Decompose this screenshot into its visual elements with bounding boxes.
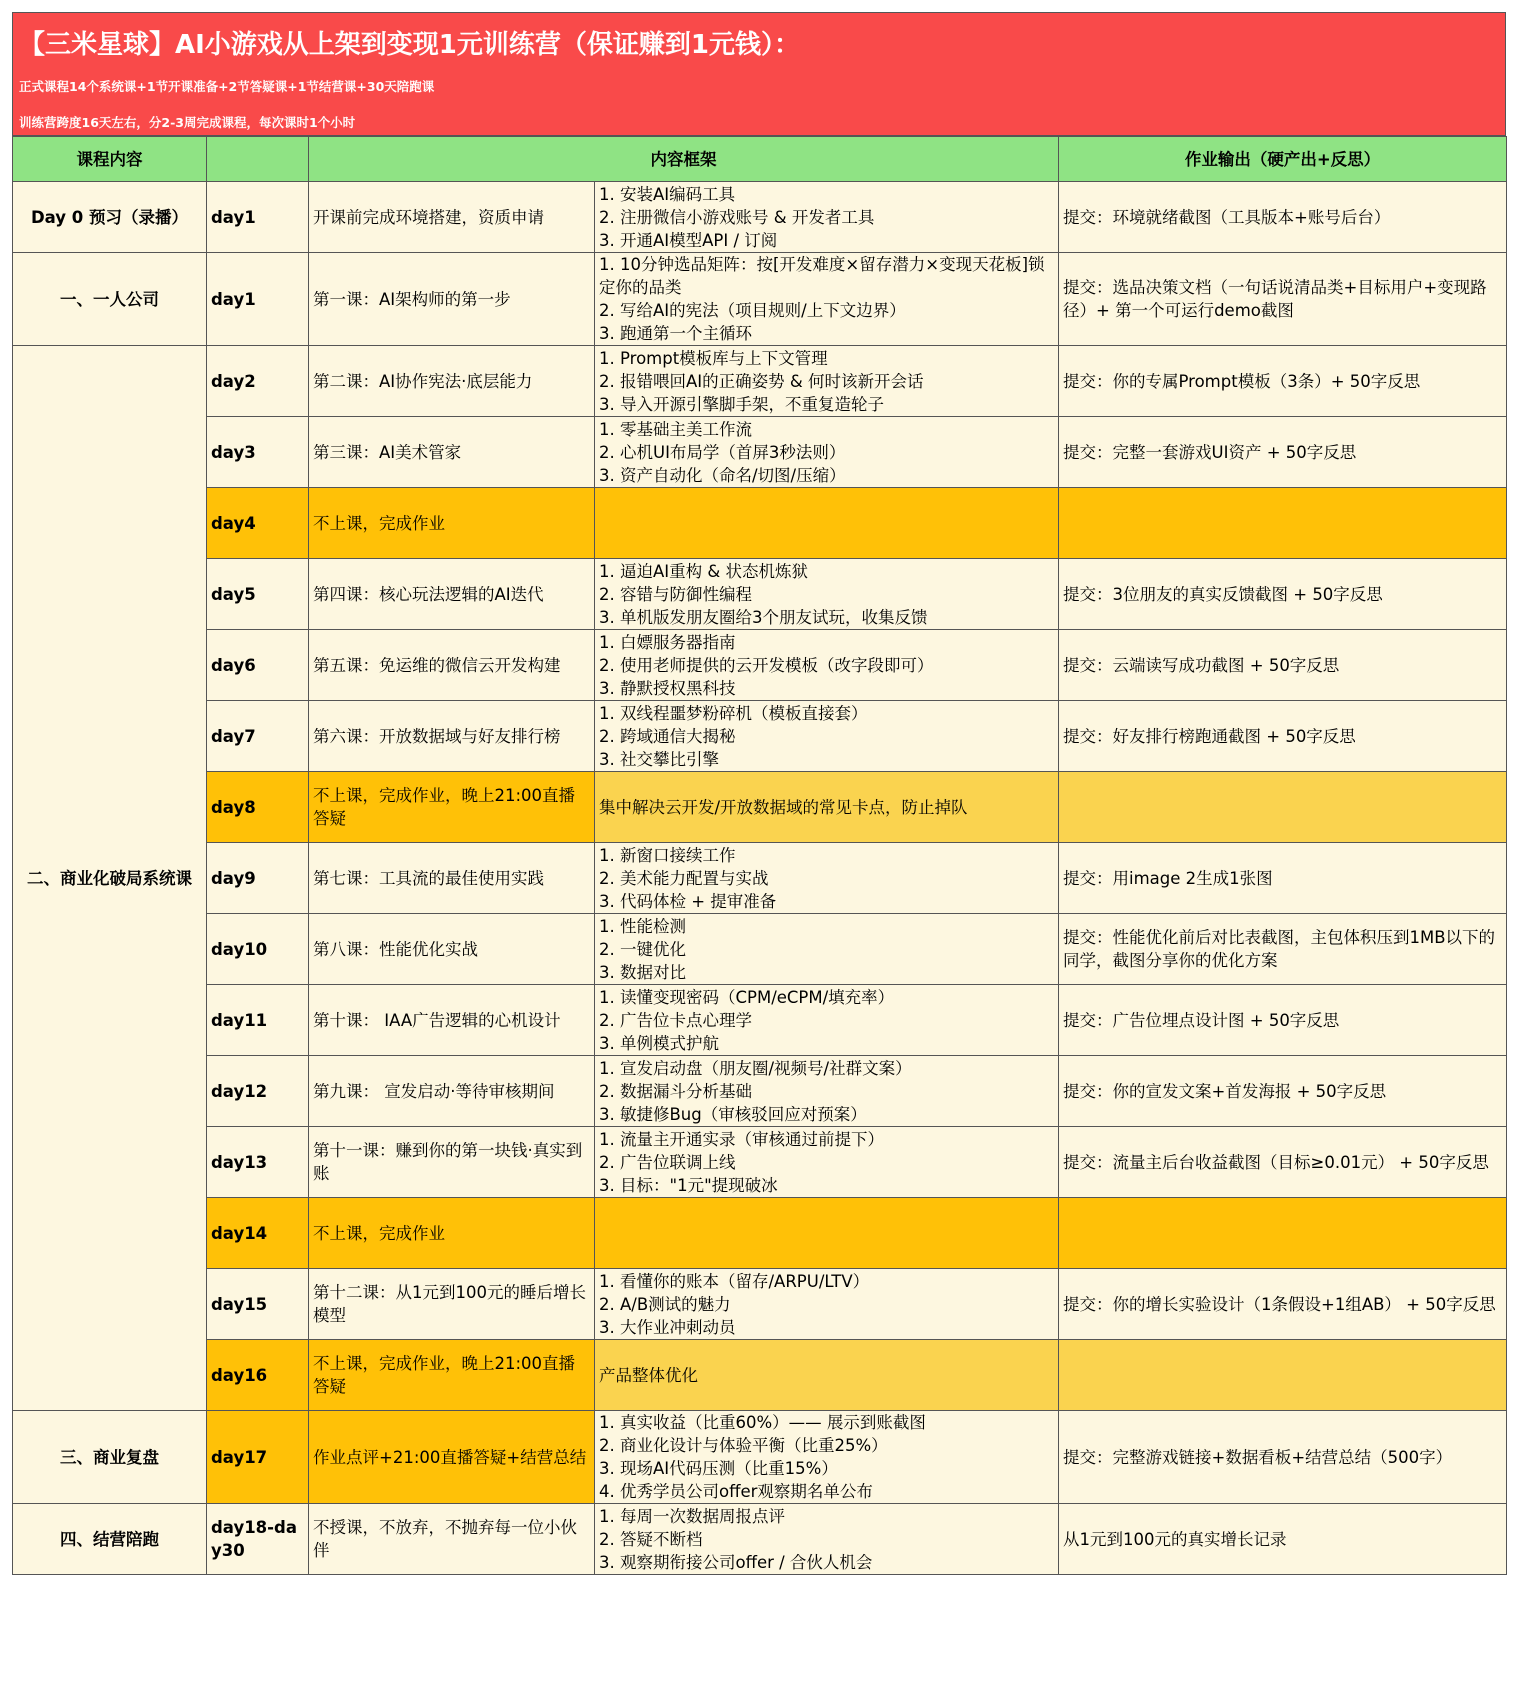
lesson-cell: 第十一课：赚到你的第一块钱·真实到账 (309, 1127, 595, 1198)
framework-item: 3. 社交攀比引擎 (599, 749, 719, 769)
day-cell: day5 (207, 559, 309, 630)
homework-cell (1059, 1198, 1507, 1269)
lesson-cell: 第八课：性能优化实战 (309, 914, 595, 985)
homework-cell: 提交：云端读写成功截图 + 50字反思 (1059, 630, 1507, 701)
schedule-table (12, 136, 1507, 1575)
table-row (13, 772, 1507, 843)
framework-item: 产品整体优化 (599, 1365, 698, 1385)
day-cell: day10 (207, 914, 309, 985)
framework-item: 1. 宣发启动盘（朋友圈/视频号/社群文案） (599, 1058, 912, 1078)
framework-item: 1. 新窗口接续工作 (599, 845, 736, 865)
table-row (13, 985, 1507, 1056)
homework-cell: 提交：你的专属Prompt模板（3条）+ 50字反思 (1059, 346, 1507, 417)
framework-item: 2. A/B测试的魅力 (599, 1294, 731, 1314)
framework-item: 2. 注册微信小游戏账号 & 开发者工具 (599, 207, 875, 227)
framework-item: 3. 导入开源引擎脚手架，不重复造轮子 (599, 394, 884, 414)
framework-item: 3. 观察期衔接公司offer / 合伙人机会 (599, 1552, 873, 1572)
day-cell: day1 (207, 182, 309, 253)
homework-cell: 提交：广告位埋点设计图 + 50字反思 (1059, 985, 1507, 1056)
title-banner (12, 12, 1506, 136)
day-cell: day1 (207, 253, 309, 346)
framework-item: 3. 现场AI代码压测（比重15%） (599, 1459, 838, 1478)
table-row (13, 701, 1507, 772)
framework-item: 2. 数据漏斗分析基础 (599, 1081, 752, 1101)
day-cell: day8 (207, 772, 309, 843)
column-header-course-content: 课程内容 (13, 137, 207, 182)
page-title: 【三米星球】AI小游戏从上架到变现1元训练营（保证赚到1元钱）： (19, 30, 800, 60)
framework-item: 1. 读懂变现密码（CPM/eCPM/填充率） (599, 987, 895, 1007)
framework-item: 2. 答疑不断档 (599, 1529, 703, 1549)
day-cell: day14 (207, 1198, 309, 1269)
framework-item: 3. 代码体检 + 提审准备 (599, 891, 777, 911)
day-cell: day12 (207, 1056, 309, 1127)
table-row (13, 914, 1507, 985)
table-row (13, 1269, 1507, 1340)
homework-cell: 提交：完整游戏链接+数据看板+结营总结（500字） (1059, 1411, 1507, 1504)
framework-cell (595, 488, 1059, 559)
table-header-row (13, 137, 1507, 182)
table-row (13, 182, 1507, 253)
section-label: 二、商业化破局系统课 (13, 346, 207, 1411)
lesson-cell: 不上课，完成作业，晚上21:00直播答疑 (309, 772, 595, 843)
homework-cell: 提交：好友排行榜跑通截图 + 50字反思 (1059, 701, 1507, 772)
framework-item: 2. 心机UI布局学（首屏3秒法则） (599, 442, 846, 462)
lesson-cell: 第七课：工具流的最佳使用实践 (309, 843, 595, 914)
homework-cell: 提交：你的增长实验设计（1条假设+1组AB） + 50字反思 (1059, 1269, 1507, 1340)
framework-item: 1. 性能检测 (599, 916, 686, 936)
framework-item: 2. 美术能力配置与实战 (599, 868, 769, 888)
day-cell: day4 (207, 488, 309, 559)
homework-cell: 提交：环境就绪截图（工具版本+账号后台） (1059, 182, 1507, 253)
framework-item: 2. 跨域通信大揭秘 (599, 726, 736, 746)
table-row (13, 1340, 1507, 1411)
table-row (13, 346, 1507, 417)
table-row (13, 417, 1507, 488)
day-cell: day3 (207, 417, 309, 488)
day-cell: day15 (207, 1269, 309, 1340)
framework-item: 2. 一键优化 (599, 939, 686, 959)
homework-cell: 提交：3位朋友的真实反馈截图 + 50字反思 (1059, 559, 1507, 630)
lesson-cell: 第一课：AI架构师的第一步 (309, 253, 595, 346)
column-header-homework: 作业输出（硬产出+反思） (1059, 137, 1507, 182)
lesson-cell: 第六课：开放数据域与好友排行榜 (309, 701, 595, 772)
framework-cell (595, 346, 1059, 417)
lesson-cell: 第五课：免运维的微信云开发构建 (309, 630, 595, 701)
lesson-cell: 第三课：AI美术管家 (309, 417, 595, 488)
framework-cell (595, 1504, 1059, 1575)
table-row (13, 1504, 1507, 1575)
day-cell: day6 (207, 630, 309, 701)
homework-cell: 提交：性能优化前后对比表截图，主包体积压到1MB以下的同学，截图分享你的优化方案 (1059, 914, 1507, 985)
framework-cell (595, 559, 1059, 630)
framework-item: 2. 写给AI的宪法（项目规则/上下文边界） (599, 301, 906, 320)
framework-item: 1. 每周一次数据周报点评 (599, 1506, 785, 1526)
section-label: 三、商业复盘 (13, 1411, 207, 1504)
framework-item: 3. 开通AI模型API / 订阅 (599, 230, 778, 250)
lesson-cell: 开课前完成环境搭建，资质申请 (309, 182, 595, 253)
framework-cell (595, 417, 1059, 488)
table-row (13, 253, 1507, 346)
homework-cell: 提交：完整一套游戏UI资产 + 50字反思 (1059, 417, 1507, 488)
homework-cell: 提交：选品决策文档（一句话说清品类+目标用户+变现路径）+ 第一个可运行demo截图 (1059, 253, 1507, 346)
framework-cell (595, 772, 1059, 843)
framework-item: 3. 单机版发朋友圈给3个朋友试玩，收集反馈 (599, 607, 928, 627)
framework-item: 1. 逼迫AI重构 & 状态机炼狱 (599, 561, 808, 581)
column-header-framework: 内容框架 (309, 137, 1059, 182)
table-row (13, 843, 1507, 914)
lesson-cell: 不上课，完成作业 (309, 1198, 595, 1269)
lesson-cell: 第九课： 宣发启动·等待审核期间 (309, 1056, 595, 1127)
framework-cell (595, 1269, 1059, 1340)
table-row (13, 1056, 1507, 1127)
homework-cell: 提交：你的宣发文案+首发海报 + 50字反思 (1059, 1056, 1507, 1127)
framework-item: 2. 容错与防御性编程 (599, 584, 752, 604)
day-cell: day2 (207, 346, 309, 417)
table-row (13, 1127, 1507, 1198)
framework-cell (595, 843, 1059, 914)
framework-item: 2. 广告位联调上线 (599, 1152, 736, 1172)
framework-item: 3. 跑通第一个主循环 (599, 324, 752, 343)
homework-cell (1059, 1340, 1507, 1411)
homework-cell: 从1元到100元的真实增长记录 (1059, 1504, 1507, 1575)
framework-item: 1. 安装AI编码工具 (599, 184, 736, 204)
course-summary: 正式课程14个系统课+1节开课准备+2节答疑课+1节结营课+30天陪跑课 (19, 79, 435, 94)
lesson-cell: 第十课： IAA广告逻辑的心机设计 (309, 985, 595, 1056)
framework-item: 2. 商业化设计与体验平衡（比重25%） (599, 1436, 888, 1455)
course-duration: 训练营跨度16天左右，分2-3周完成课程，每次课时1个小时 (19, 115, 356, 130)
section-label: 四、结营陪跑 (13, 1504, 207, 1575)
framework-cell (595, 1127, 1059, 1198)
framework-cell (595, 1056, 1059, 1127)
framework-item: 1. 真实收益（比重60%）—— 展示到账截图 (599, 1413, 926, 1432)
section-label: 一、一人公司 (13, 253, 207, 346)
framework-cell (595, 701, 1059, 772)
framework-item: 3. 目标："1元"提现破冰 (599, 1175, 778, 1195)
day-cell: day13 (207, 1127, 309, 1198)
table-row (13, 1411, 1507, 1504)
table-row (13, 488, 1507, 559)
framework-cell (595, 182, 1059, 253)
lesson-cell: 作业点评+21:00直播答疑+结营总结 (309, 1411, 595, 1504)
lesson-cell: 第四课：核心玩法逻辑的AI迭代 (309, 559, 595, 630)
framework-item: 3. 单例模式护航 (599, 1033, 719, 1053)
day-cell: day17 (207, 1411, 309, 1504)
framework-item: 1. Prompt模板库与上下文管理 (599, 348, 828, 368)
framework-item: 1. 流量主开通实录（审核通过前提下） (599, 1129, 884, 1149)
lesson-cell: 不上课，完成作业 (309, 488, 595, 559)
framework-item: 2. 广告位卡点心理学 (599, 1010, 752, 1030)
framework-item: 3. 数据对比 (599, 962, 686, 982)
homework-cell (1059, 488, 1507, 559)
framework-item: 3. 敏捷修Bug（审核驳回应对预案） (599, 1104, 867, 1124)
homework-cell (1059, 772, 1507, 843)
framework-item: 1. 双线程噩梦粉碎机（模板直接套） (599, 703, 868, 723)
course-schedule-sheet (12, 12, 1506, 1575)
lesson-cell: 不上课，完成作业，晚上21:00直播答疑 (309, 1340, 595, 1411)
framework-item: 1. 10分钟选品矩阵：按[开发难度×留存潜力×变现天花板]锁定你的品类 (599, 255, 1045, 297)
homework-cell: 提交：用image 2生成1张图 (1059, 843, 1507, 914)
framework-item: 3. 大作业冲刺动员 (599, 1317, 736, 1337)
day-cell: day11 (207, 985, 309, 1056)
lesson-cell: 第十二课：从1元到100元的睡后增长模型 (309, 1269, 595, 1340)
lesson-cell: 不授课，不放弃，不抛弃每一位小伙伴 (309, 1504, 595, 1575)
framework-item: 集中解决云开发/开放数据域的常见卡点，防止掉队 (599, 797, 968, 817)
framework-item: 3. 静默授权黑科技 (599, 678, 736, 698)
framework-item: 1. 看懂你的账本（留存/ARPU/LTV） (599, 1271, 870, 1291)
framework-cell (595, 914, 1059, 985)
framework-item: 2. 报错喂回AI的正确姿势 & 何时该新开会话 (599, 371, 924, 391)
day-cell: day7 (207, 701, 309, 772)
table-row (13, 559, 1507, 630)
framework-cell (595, 253, 1059, 346)
table-row (13, 1198, 1507, 1269)
framework-cell (595, 1411, 1059, 1504)
day-cell: day18-day30 (207, 1504, 309, 1575)
framework-item: 3. 资产自动化（命名/切图/压缩） (599, 465, 846, 485)
framework-item: 4. 优秀学员公司offer观察期名单公布 (599, 1482, 873, 1501)
column-header-day (207, 137, 309, 182)
framework-cell (595, 630, 1059, 701)
framework-cell (595, 1340, 1059, 1411)
framework-cell (595, 985, 1059, 1056)
day-cell: day16 (207, 1340, 309, 1411)
homework-cell: 提交：流量主后台收益截图（目标≥0.01元） + 50字反思 (1059, 1127, 1507, 1198)
framework-cell (595, 1198, 1059, 1269)
framework-item: 1. 零基础主美工作流 (599, 419, 752, 439)
framework-item: 1. 白嫖服务器指南 (599, 632, 736, 652)
table-row (13, 630, 1507, 701)
framework-item: 2. 使用老师提供的云开发模板（改字段即可） (599, 655, 934, 675)
section-label: Day 0 预习（录播） (13, 182, 207, 253)
lesson-cell: 第二课：AI协作宪法·底层能力 (309, 346, 595, 417)
day-cell: day9 (207, 843, 309, 914)
